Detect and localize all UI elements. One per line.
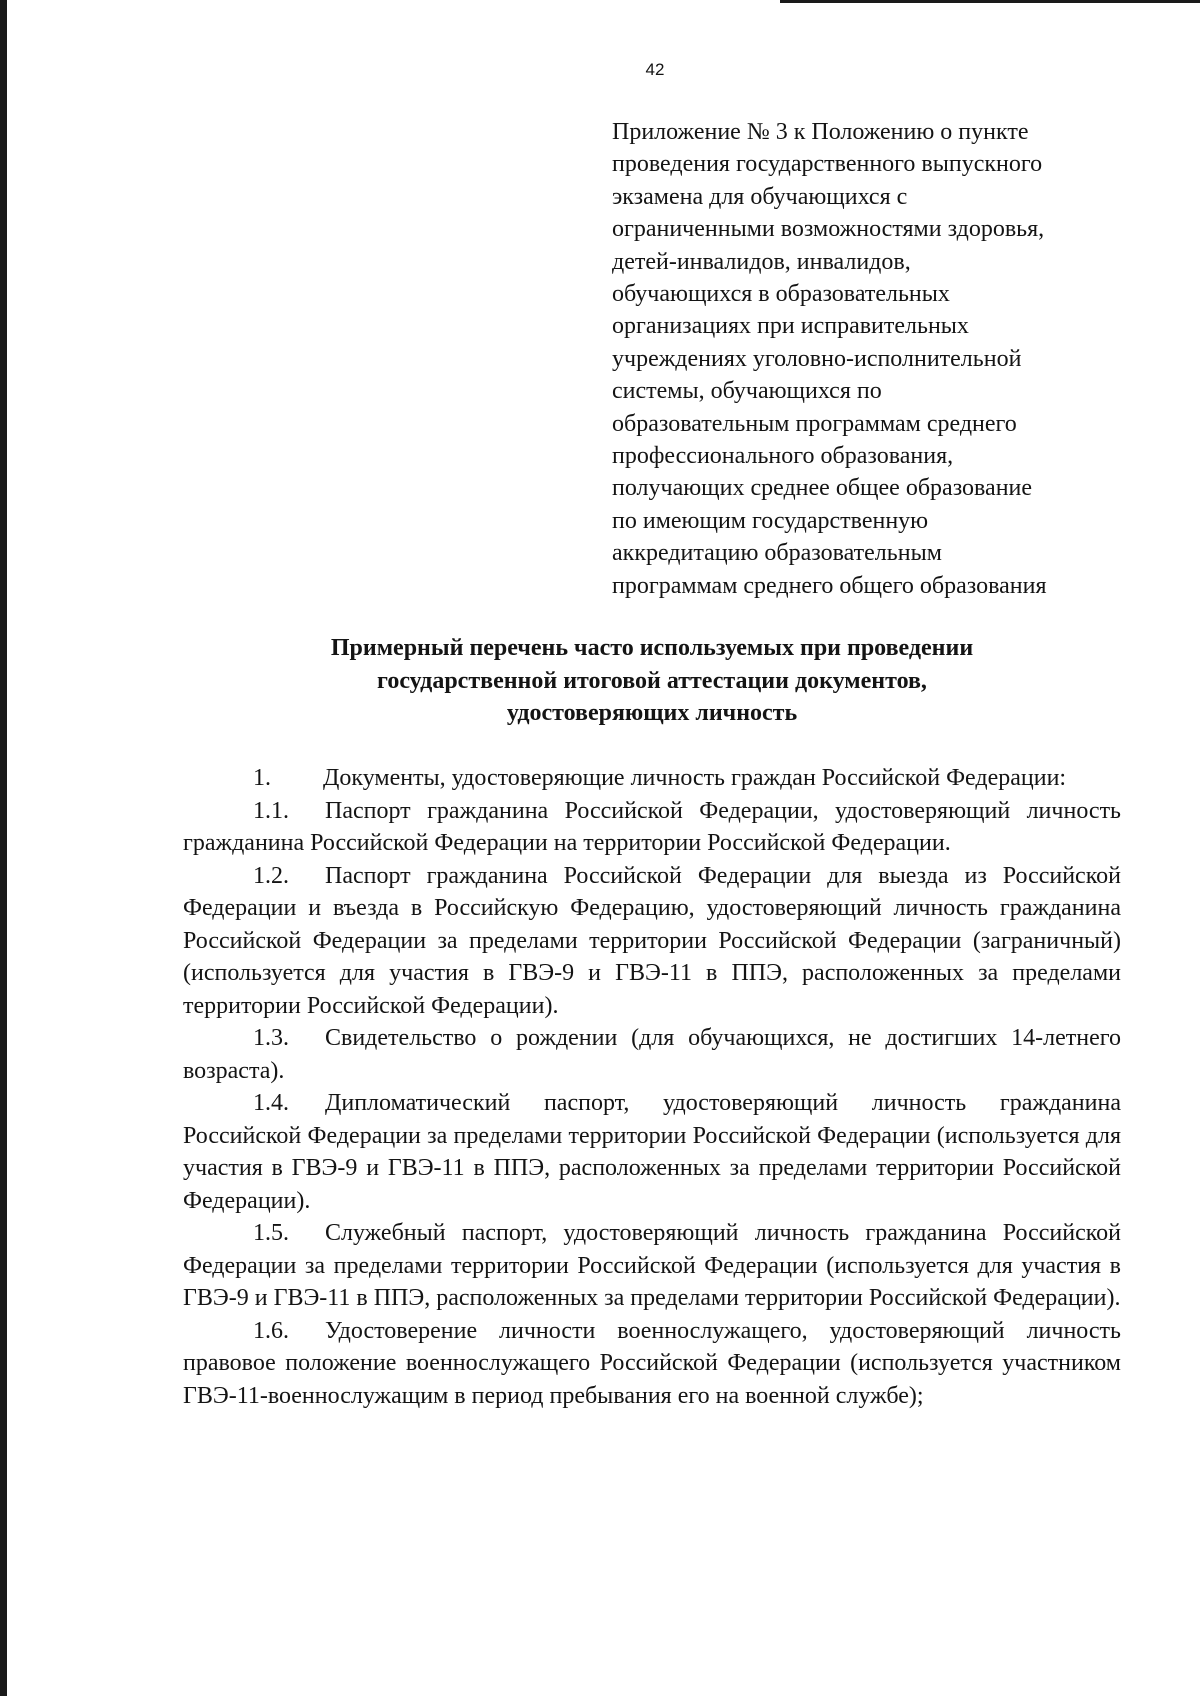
item-text: Паспорт гражданина Российской Федерации для выезда из Российской Федерации и въезда в Российскую Федерацию, удостоверяющий личность гражданина Российской Федерации за пределами территории Российской Федерации (заграничный) (используется для участия в ГВЭ-9 и ГВЭ-11 в ППЭ, расположенных за пределами территории Российской Федерации). <box>183 862 1121 1019</box>
title-line: государственной итоговой аттестации документов, <box>377 667 927 694</box>
annex-line: экзамена для обучающихся с <box>612 183 908 210</box>
item-text: Служебный паспорт, удостоверяющий личность гражданина Российской Федерации за пределами территории Российской Федерации (используется для участия в ГВЭ-9 и ГВЭ-11 в ППЭ, расположенных за пределами территории Российской Федерации). <box>183 1220 1121 1311</box>
scan-edge-top <box>780 0 1200 3</box>
item-number: 1.2. <box>253 862 289 889</box>
item-number: 1.6. <box>253 1317 289 1344</box>
annex-line: аккредитацию образовательным <box>612 540 942 567</box>
annex-line: Приложение № 3 к Положению о пункте <box>612 119 1029 145</box>
document-body <box>183 762 1121 1412</box>
item-number: 1.4. <box>253 1090 289 1116</box>
annex-line: образовательным программам среднего <box>612 410 1017 437</box>
list-item <box>183 795 1121 860</box>
item-text: Свидетельство о рождении (для обучающихся, не достигших 14-летнего возраста). <box>183 1025 1121 1084</box>
annex-line: обучающихся в образовательных <box>612 281 950 308</box>
list-item <box>183 860 1121 1023</box>
annex-line: системы, обучающихся по <box>612 378 882 405</box>
annex-line: программам среднего общего образования <box>612 572 1047 599</box>
item-number: 1. <box>253 765 271 791</box>
item-text: Удостоверение личности военнослужащего, удостоверяющий личность правовое положение военнослужащего Российской Федерации (используется участником ГВЭ-11-военнослужащим в период пребывания его на военной службе); <box>183 1317 1121 1409</box>
list-item <box>183 762 1121 795</box>
annex-line: ограниченными возможностями здоровья, <box>612 216 1045 243</box>
list-item <box>183 1315 1121 1413</box>
page-number: 42 <box>645 60 665 79</box>
annex-line: проведения государственного выпускного <box>612 151 1043 178</box>
annex-heading <box>612 116 1132 602</box>
annex-line: детей-инвалидов, инвалидов, <box>612 248 911 275</box>
list-item <box>183 1022 1121 1087</box>
item-text: Документы, удостоверяющие личность граждан Российской Федерации: <box>323 765 1067 791</box>
item-text: Паспорт гражданина Российской Федерации, удостоверяющий личность гражданина Российской Федерации на территории Российской Федерации. <box>183 797 1121 856</box>
annex-line: учреждениях уголовно-исполнительной <box>612 345 1022 372</box>
title-line: Примерный перечень часто используемых при проведении <box>330 635 974 661</box>
document-title <box>180 632 1124 730</box>
annex-line: профессионального образования, <box>612 443 954 470</box>
annex-line: получающих среднее общее образование <box>612 475 1033 502</box>
item-number: 1.5. <box>253 1220 289 1246</box>
annex-line: организациях при исправительных <box>612 313 969 340</box>
annex-line: по имеющим государственную <box>612 507 929 534</box>
scan-edge-left <box>0 0 7 1696</box>
list-item <box>183 1217 1121 1315</box>
item-number: 1.3. <box>253 1025 289 1051</box>
title-line: удостоверяющих личность <box>506 700 798 726</box>
item-text: Дипломатический паспорт, удостоверяющий личность гражданина Российской Федерации за пределами территории Российской Федерации (используется для участия в ГВЭ-9 и ГВЭ-11 в ППЭ, расположенных за пределами территории Российской Федерации). <box>183 1090 1121 1214</box>
item-number: 1.1. <box>253 797 289 824</box>
list-item <box>183 1087 1121 1217</box>
